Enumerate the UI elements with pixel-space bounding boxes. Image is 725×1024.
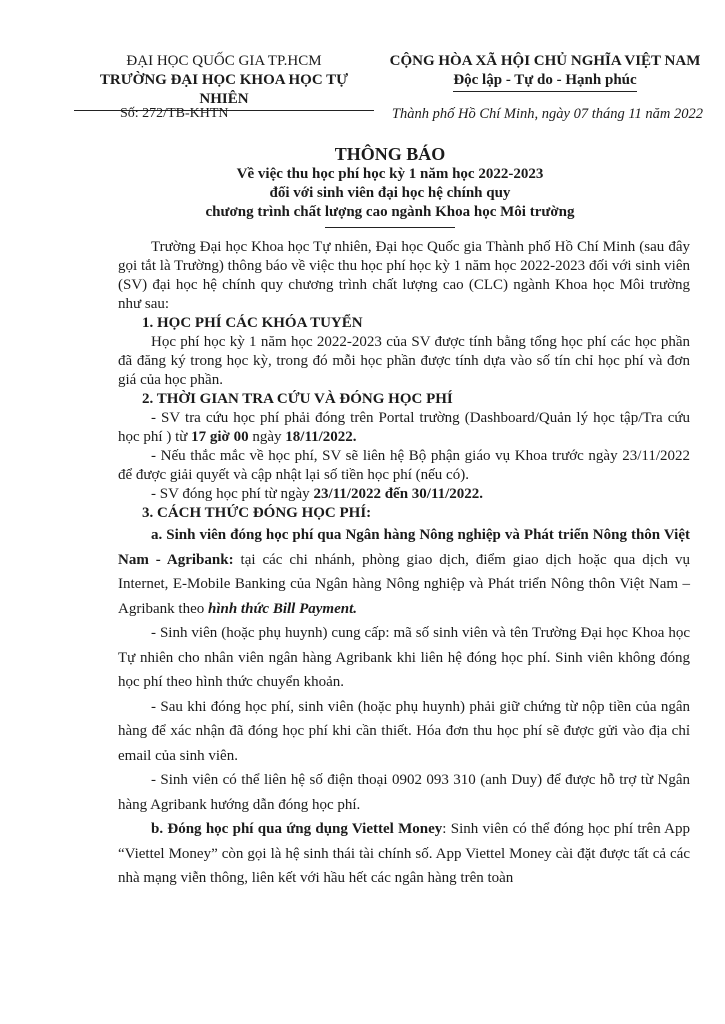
intro-paragraph: Trường Đại học Khoa học Tự nhiên, Đại học Quốc gia Thành phố Hồ Chí Minh (sau đây gọi tắt là Trường) thông báo về việc thu học phí học kỳ 1 năm học 2022-2023 đối với sinh viên (SV) đại học hệ chính quy chương trình chất lượng cao (CLC) ngành Khoa học Môi trường như sau: [118, 239, 690, 312]
section-3a-item-1: - Sinh viên (hoặc phụ huynh) cung cấp: mã số sinh viên và tên Trường Đại học Khoa học Tự nhiên cho nhân viên ngân hàng Agribank khi liên hệ đóng học phí. Sinh viên không đóng học phí theo hình thức chuyển khoản. [118, 625, 690, 690]
place-and-date: Thành phố Hồ Chí Minh, ngày 07 tháng 11 năm 2022 [391, 106, 703, 122]
title-underline [325, 227, 455, 228]
section-3a-item-2: - Sau khi đóng học phí, sinh viên (hoặc phụ huynh) phải giữ chứng từ nộp tiền của ngân hàng để xác nhận đã đóng học phí khi cần thiết. Hóa đơn thu học phí sẽ được gửi vào địa chỉ email của sinh viên. [118, 698, 690, 764]
national-motto: Độc lập - Tự do - Hạnh phúc [453, 71, 636, 92]
national-header [385, 52, 705, 92]
section-1-text: Học phí học kỳ 1 năm học 2022-2023 của SV được tính bằng tổng học phí các học phần đã đăng ký trong học kỳ, trong đó mỗi học phần được tính dựa vào số tín chỉ học phí và đơn giá của học phần. [118, 334, 690, 388]
section-2-heading: 2. THỜI GIAN TRA CỨU VÀ ĐÓNG HỌC PHÍ [142, 391, 453, 407]
document-title-block [190, 143, 590, 228]
section-1-heading: 1. HỌC PHÍ CÁC KHÓA TUYỂN [142, 315, 363, 331]
section-2-item-2: - Nếu thắc mắc về học phí, SV sẽ liên hệ Bộ phận giáo vụ Khoa trước ngày 23/11/2022 để được giải quyết và cập nhật lại số tiền học phí (nếu có). [118, 448, 690, 483]
subject-line-2: đối với sinh viên đại học hệ chính quy [269, 185, 511, 201]
document-title: THÔNG BÁO [334, 144, 446, 164]
subject-line-3: chương trình chất lượng cao ngành Khoa học Môi trường [205, 204, 575, 220]
document-body [118, 238, 690, 891]
issuer-header [74, 52, 374, 111]
section-2-item-3: - SV đóng học phí từ ngày 23/11/2022 đến 30/11/2022. [151, 486, 484, 502]
section-3-heading: 3. CÁCH THỨC ĐÓNG HỌC PHÍ: [142, 505, 372, 521]
document-number: Số: 272/TB-KHTN [120, 106, 229, 121]
subject-line-1: Về việc thu học phí học kỳ 1 năm học 2022-2023 [236, 166, 544, 182]
section-3a-paragraph: a. Sinh viên đóng học phí qua Ngân hàng Nông nghiệp và Phát triển Nông thôn Việt Nam - Agribank: tại các chi nhánh, phòng giao dịch, điểm giao dịch hoặc qua dịch vụ Internet, E-Mobile Banking của Ngân hàng Nông nghiệp và Phát triển Nông thôn Việt Nam – Agribank theo hình thức Bill Payment. [118, 527, 690, 617]
section-2-item-1: - SV tra cứu học phí phải đóng trên Portal trường (Dashboard/Quản lý học tập/Tra cứu học phí ) từ 17 giờ 00 ngày 18/11/2022. [118, 410, 690, 445]
parent-organization: ĐẠI HỌC QUỐC GIA TP.HCM [126, 53, 322, 69]
issuing-organization: TRƯỜNG ĐẠI HỌC KHOA HỌC TỰ NHIÊN [74, 71, 374, 111]
section-3a-item-3: - Sinh viên có thể liên hệ số điện thoại 0902 093 310 (anh Duy) để được hỗ trợ từ Ngân hàng Agribank hướng dẫn đóng học phí. [118, 772, 690, 813]
section-3b-paragraph: b. Đóng học phí qua ứng dụng Viettel Money: Sinh viên có thể đóng học phí trên App “Viettel Money” còn gọi là hệ sinh thái tài chính số. App Viettel Money cài đặt được tất cả các nhà mạng viễn thông, liên kết với hầu hết các ngân hàng trên toàn [118, 821, 690, 886]
country-name: CỘNG HÒA XÃ HỘI CHỦ NGHĨA VIỆT NAM [389, 53, 701, 69]
